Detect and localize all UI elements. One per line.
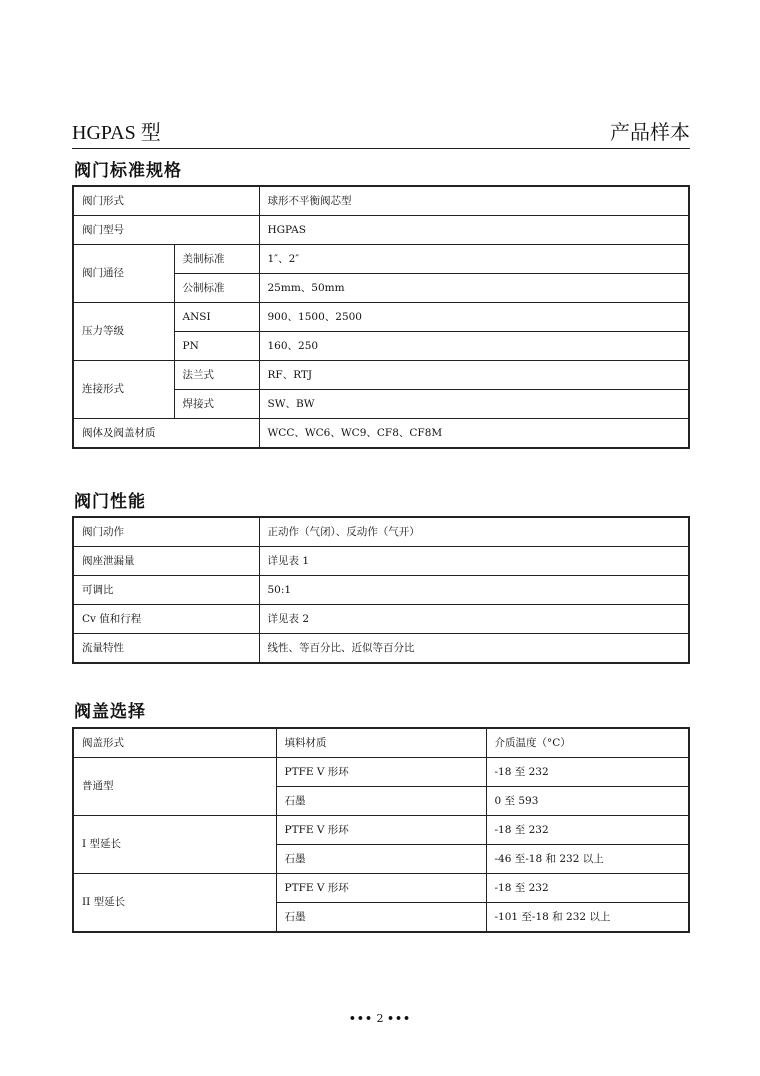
table-header-row [73,728,689,758]
page-number: 2 [376,1012,384,1025]
bore-us-label: 美制标准 [174,245,259,274]
footer-dots-left: ••• [348,1012,373,1025]
header-packing: 填料材质 [276,728,486,758]
header-form: 阀盖形式 [73,728,276,758]
spec-section-title: 阀门标准规格 [74,161,182,181]
packing-cell: PTFE V 形环 [276,758,486,787]
page-footer [0,1012,760,1025]
pn-label: PN [174,332,259,361]
perf-table [72,516,690,664]
perf-label: 阀座泄漏量 [73,547,259,576]
temp-cell: -18 至 232 [486,874,689,903]
table-row [73,634,689,664]
temp-cell: -18 至 232 [486,816,689,845]
table-row [73,419,689,449]
perf-label: 流量特性 [73,634,259,664]
weld-label: 焊接式 [174,390,259,419]
bore-label: 阀门通径 [73,245,174,303]
packing-cell: 石墨 [276,845,486,874]
model-label: 阀门型号 [73,216,259,245]
table-row [73,758,689,787]
conn-label: 连接形式 [73,361,174,419]
perf-label: Cv 值和行程 [73,605,259,634]
perf-value: 线性、等百分比、近似等百分比 [259,634,689,664]
perf-value: 正动作（气闭）、反动作（气开） [259,517,689,547]
weld-value: SW、BW [259,390,689,419]
table-row [73,216,689,245]
bonnet-section-title: 阀盖选择 [74,702,146,722]
perf-label: 阀门动作 [73,517,259,547]
bonnet-table [72,727,690,933]
flange-value: RF、RTJ [259,361,689,390]
bore-us-value: 1″、2″ [259,245,689,274]
ansi-label: ANSI [174,303,259,332]
table-row [73,245,689,274]
header-catalog: 产品样本 [610,120,690,144]
form-label: 阀门形式 [73,186,259,216]
perf-label: 可调比 [73,576,259,605]
packing-cell: PTFE V 形环 [276,816,486,845]
bonnet-form: I 型延长 [73,816,276,874]
pn-value: 160、250 [259,332,689,361]
packing-cell: 石墨 [276,903,486,933]
header-temp: 介质温度（°C） [486,728,689,758]
bore-metric-label: 公制标准 [174,274,259,303]
form-value: 球形不平衡阀芯型 [259,186,689,216]
perf-value: 详见表 1 [259,547,689,576]
perf-value: 详见表 2 [259,605,689,634]
packing-cell: 石墨 [276,787,486,816]
table-row [73,517,689,547]
perf-section-title: 阀门性能 [74,492,146,512]
table-row [73,547,689,576]
bonnet-form: 普通型 [73,758,276,816]
temp-cell: 0 至 593 [486,787,689,816]
material-label: 阀体及阀盖材质 [73,419,259,449]
pressure-label: 压力等级 [73,303,174,361]
footer-dots-right: ••• [387,1012,412,1025]
table-row [73,303,689,332]
table-row [73,874,689,903]
perf-value: 50:1 [259,576,689,605]
ansi-value: 900、1500、2500 [259,303,689,332]
table-row [73,605,689,634]
packing-cell: PTFE V 形环 [276,874,486,903]
temp-cell: -18 至 232 [486,758,689,787]
temp-cell: -46 至-18 和 232 以上 [486,845,689,874]
model-value: HGPAS [259,216,689,245]
table-row [73,361,689,390]
bonnet-form: II 型延长 [73,874,276,933]
flange-label: 法兰式 [174,361,259,390]
table-row [73,816,689,845]
page-header [72,118,690,149]
spec-table [72,185,690,449]
table-row [73,576,689,605]
material-value: WCC、WC6、WC9、CF8、CF8M [259,419,689,449]
table-row [73,186,689,216]
temp-cell: -101 至-18 和 232 以上 [486,903,689,933]
header-model: HGPAS 型 [72,122,161,144]
bore-metric-value: 25mm、50mm [259,274,689,303]
